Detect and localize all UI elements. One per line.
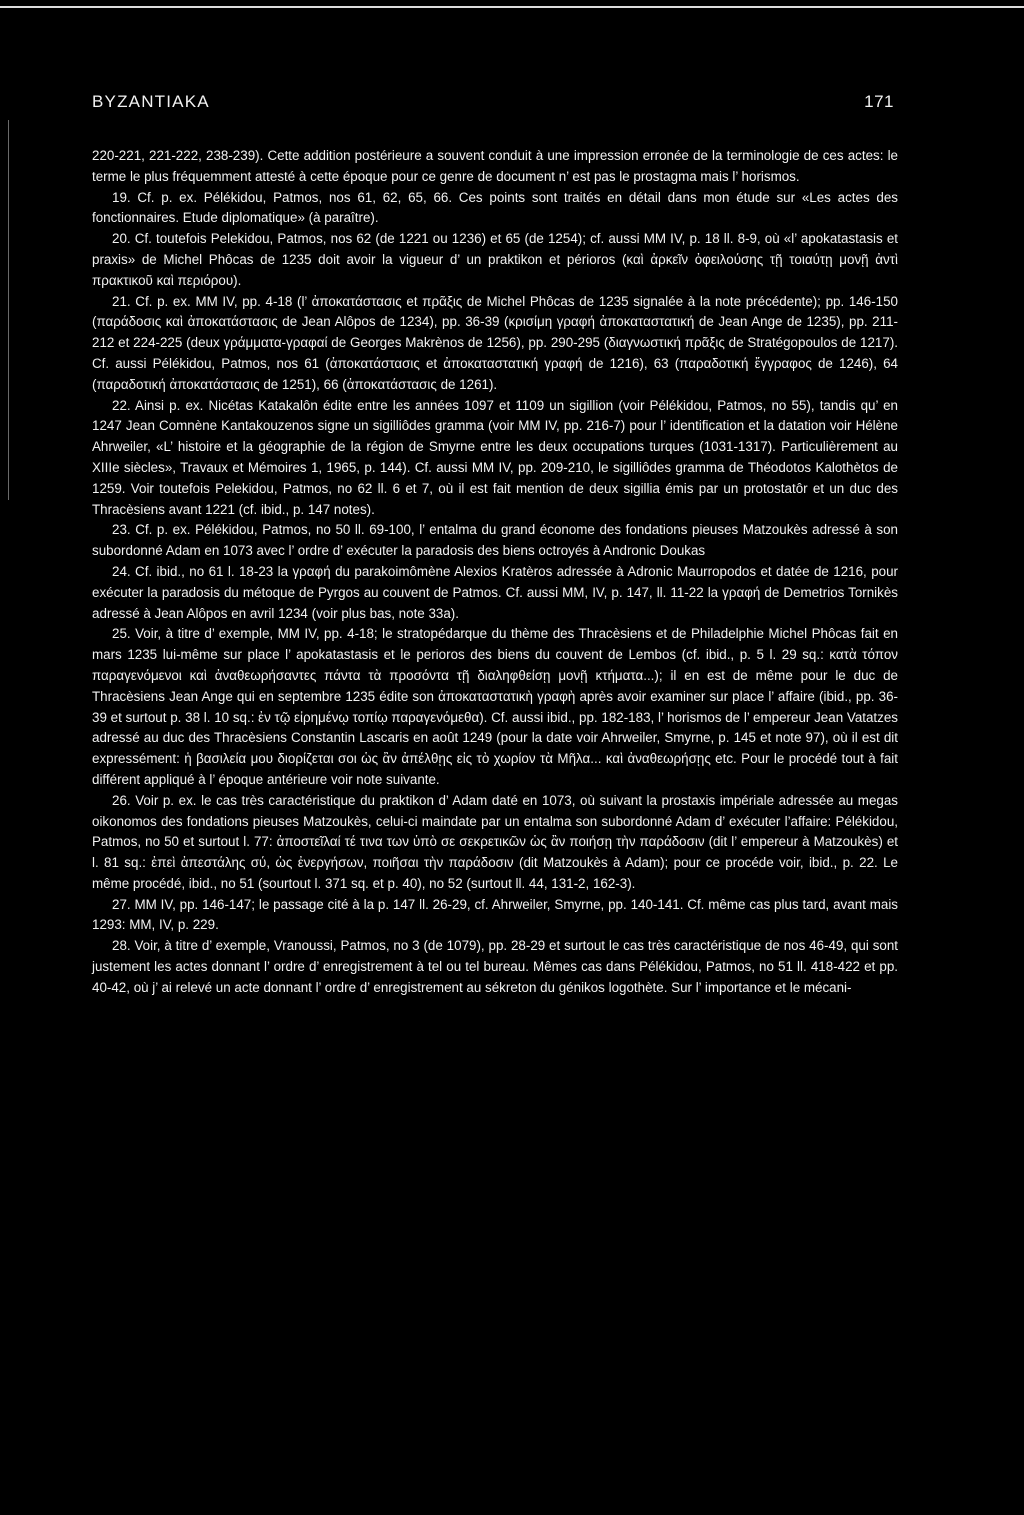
running-head [92, 92, 894, 116]
page-edge-shadow [8, 120, 9, 500]
note-24: 24. Cf. ibid., no 61 l. 18-23 la γραφή du parakoimômène Alexios Kratèros adressée à Adronic Maurropodos et datée de 1216, pour exécuter la paradosis du métoque de Pyrgos au couvent de Patmos. Cf. aussi MM, IV, p. 147, ll. 11-22 la γραφή de Demetrios Tornikès adressé à Jean Alôpos en avril 1234 (voir plus bas, note 33a). [92, 563, 898, 621]
note-20: 20. Cf. toutefois Pelekidou, Patmos, nos 62 (de 1221 ou 1236) et 65 (de 1254); cf. aussi MM IV, p. 18 ll. 8-9, où «l’ apokatastasis et praxis» de Michel Phôcas de 1235 doit avoir la vigueur d’ un praktikon et périoros (καὶ ἀρκεῖν ὀφειλούσης τῇ τοιαύτῃ μονῇ ἀντὶ πρακτικοῦ καὶ περιόρου). [92, 231, 898, 288]
note-25: 25. Voir, à titre d’ exemple, MM IV, pp. 4-18; le stratopédarque du thème des Thracèsiens et de Philadelphie Michel Phôcas fait en mars 1235 lui-même sur place l’ apokatastasis et le perioros des biens du couvent de Lembos (cf. ibid., p. 5 l. 29 sq.: κατὰ τόπον παραγενόμενοι καὶ ἀναθεωρήσαντες πάντα τὰ προσόντα τῇ διαληφθείσῃ μονῇ κτήματα...); il en est de même pour le duc de Thracèsiens Jean Ange qui en septembre 1235 édite son ἀποκαταστατικὴ γραφὴ après avoir examiner sur place l’ affaire (ibid., pp. 36-39 et surtout p. 38 l. 10 sq.: ἐν τῷ εἰρημένῳ τοπίῳ παραγενόμεθα). Cf. aussi ibid., pp. 182-183, l’ horismos de l’ empereur Jean Vatatzes adressé au duc des Thracèsiens Constantin Lascaris en août 1249 (pour la date voir Ahrweiler, Smyrne, p. 145 et note 97), où il est dit expressément: ἡ βασιλεία μου διορίζεται σοι ὡς ἂν ἀπέλθῃς εἰς τὸ χωρίον τὰ Μῆλα... καὶ ἀναθεωρήσῃς etc. Pour le procédé tout à fait différent appliqué à l’ époque antérieure voir note suivante. [92, 626, 898, 787]
note-23: 23. Cf. p. ex. Pélékidou, Patmos, no 50 ll. 69-100, l’ entalma du grand économe des fondations pieuses Matzoukès adressé à son subordonné Adam en 1073 avec l’ ordre d’ exécuter la paradosis des biens octroyés à Andronic Doukas [92, 522, 898, 559]
footnotes-body [92, 146, 898, 999]
note-27: 27. MM IV, pp. 146-147; le passage cité à la p. 147 ll. 26-29, cf. Ahrweiler, Smyrne, pp. 140-141. Cf. même cas plus tard, avant mais 1293: MM, IV, p. 229. [92, 896, 898, 933]
note-continuation-18: 220-221, 221-222, 238-239). Cette addition postérieure a souvent conduit à une impression erronée de la terminologie de ces actes: le terme le plus fréquemment attesté à cette époque pour ce genre de document n’ est pas le prostagma mais l’ horismos. [92, 148, 898, 184]
top-rule [0, 6, 1024, 8]
page-number: 171 [864, 92, 894, 111]
note-28: 28. Voir, à titre d’ exemple, Vranoussi, Patmos, no 3 (de 1079), pp. 28-29 et surtout le cas très caractéristique de nos 46-49, qui sont justement les actes donnant l’ ordre d’ enregistrement à tel ou tel bureau. Mêmes cas dans Pélékidou, Patmos, no 51 ll. 418-422 et pp. 40-42, où j’ ai relevé un acte donnant l’ ordre d’ enregistrement au sékreton du génikos logothète. Sur l’ importance et le mécani- [92, 938, 898, 995]
note-19: 19. Cf. p. ex. Pélékidou, Patmos, nos 61, 62, 65, 66. Ces points sont traités en détail dans mon étude sur «Les actes des fonctionnaires. Etude diplomatique» (à paraître). [92, 189, 898, 226]
note-22: 22. Ainsi p. ex. Nicétas Katakalôn édite entre les années 1097 et 1109 un sigillion (voir Pélékidou, Patmos, no 55), tandis qu’ en 1247 Jean Comnène Kantakouzenos signe un sigilliôdes gramma (voir MM IV, pp. 216-7) pour l’ identification et la datation voir Hélène Ahrweiler, «L’ histoire et la géographie de la région de Smyrne entre les deux occupations turques (1031-1317). Particulièrement au XIIIe siècles», Travaux et Mémoires 1, 1965, p. 144). Cf. aussi MM IV, pp. 209-210, le sigilliôdes gramma de Théodotos Kalothètos de 1259. Voir toutefois Pelekidou, Patmos, no 62 ll. 6 et 7, où il est fait mention de deux sigillia émis par un protostatôr et un duc des Thracèsiens avant 1221 (cf. ibid., p. 147 notes). [92, 397, 898, 517]
note-26: 26. Voir p. ex. le cas très caractéristique du praktikon d’ Adam daté en 1073, où suivant la prostaxis impériale adressée au megas oikonomos des fondations pieuses Matzoukès, celui-ci maindate par un entalma son subordonné Adam d’ exécuter l’affaire: Pélékidou, Patmos, no 50 et surtout l. 77: ἀποστεῖλαί τέ τινα των ὑπὸ σε σεκρετικῶν ὡς ἂν ποιήσῃ τὴν παράδοσιν (dit l’ empereur à Matzoukès) et l. 81 sq.: ἐπεὶ ἀπεστάλης σύ, ὡς ἐνεργήσων, ποιῆσαι τὴν παράδοσιν (dit Matzoukès à Adam); pour ce procéde voir, ibid., p. 22. Le même procédé, ibid., no 51 (sourtout l. 371 sq. et p. 40), no 52 (surtout ll. 44, 131-2, 162-3). [92, 792, 898, 891]
running-head-title: BYZANTIAKA [92, 92, 210, 111]
note-21: 21. Cf. p. ex. MM IV, pp. 4-18 (l’ ἀποκατάστασις et πρᾶξις de Michel Phôcas de 1235 signalée à la note précédente); pp. 146-150 (παράδοσις καὶ ἀποκατάστασις de Jean Alôpos de 1234), pp. 36-39 (κρισίμη γραφή ἀποκαταστατική de Jean Ange de 1235), pp. 211-212 et 224-225 (deux γράμματα-γραφαί de Georges Makrènos de 1256), pp. 290-295 (διαγνωστική πρᾶξις de Stratégopoulos de 1217). Cf. aussi Pélékidou, Patmos, nos 61 (ἀποκατάστασις et ἀποκαταστατική γραφή de 1216), 63 (παραδοτική ἔγγραφος de 1246), 64 (παραδοτική ἀποκατάστασις de 1251), 66 (ἀποκατάστασις de 1261). [92, 293, 898, 392]
